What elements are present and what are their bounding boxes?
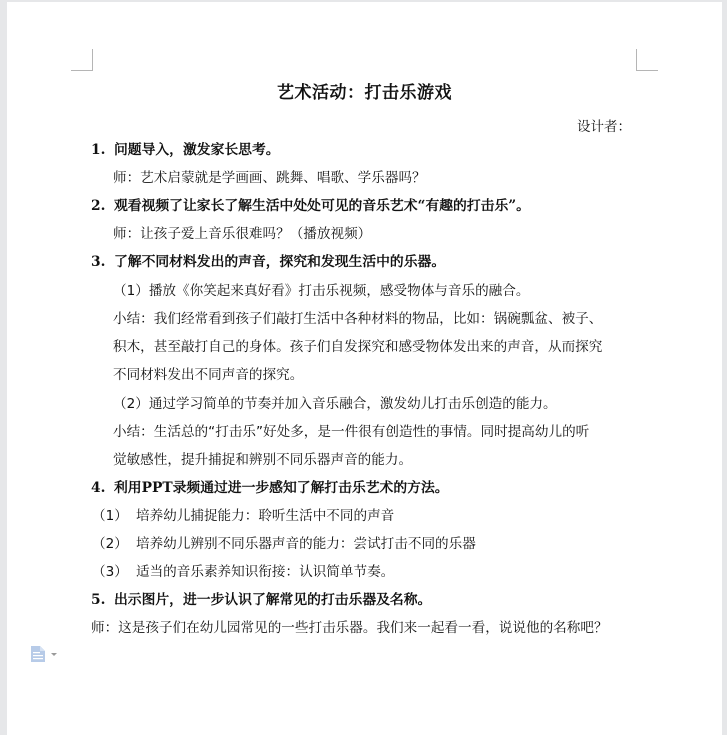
section-4-heading [91, 478, 449, 498]
paste-options-icon[interactable] [31, 646, 45, 662]
section-3-summary-2-line-2: 觉敏感性，提升捕捉和辨别不同乐器声音的能力。 [113, 452, 413, 468]
section-number: 2. [91, 198, 106, 214]
section-number: 3. [91, 254, 106, 270]
list-marker: （2） [92, 536, 128, 552]
section-5-line: 师：这是孩子们在幼儿园常见的一些打击乐器。我们来一起看一看，说说他的名称吧？ [91, 620, 608, 636]
section-2-line: 师：让孩子爱上音乐很难吗？（播放视频） [113, 226, 372, 242]
section-heading-text: 利用PPT录频通过进一步感知了解打击乐艺术的方法。 [114, 480, 449, 496]
section-4-item-1 [92, 506, 394, 526]
section-3-summary-1-line-2: 积木，甚至敲打自己的身体。孩子们自发探究和感受物体发出来的声音，从而探究 [113, 339, 603, 355]
document-page [7, 2, 722, 735]
paste-options-dropdown-caret-icon[interactable] [51, 653, 57, 656]
section-number: 5. [91, 592, 106, 608]
margin-corner-mark-top-left [71, 49, 93, 71]
list-item-text: 培养幼儿辨别不同乐器声音的能力：尝试打击不同的乐器 [136, 536, 476, 552]
section-4-item-2 [92, 534, 476, 554]
section-3-subitem-2: （2）通过学习简单的节奏并加入音乐融合，激发幼儿打击乐创造的能力。 [113, 396, 557, 412]
section-3-summary-1-line-3: 不同材料发出不同声音的探究。 [113, 367, 304, 383]
section-heading-text: 问题导入，激发家长思考。 [114, 142, 280, 158]
list-item-text: 培养幼儿捕捉能力：聆听生活中不同的声音 [136, 508, 395, 524]
document-title: 艺术活动：打击乐游戏 [277, 83, 452, 103]
section-3-subitem-1: （1）播放《你笑起来真好看》打击乐视频，感受物体与音乐的融合。 [113, 283, 530, 299]
list-item-text: 适当的音乐素养知识衔接：认识简单节奏。 [136, 564, 395, 580]
section-1-line: 师：艺术启蒙就是学画画、跳舞、唱歌、学乐器吗？ [113, 170, 426, 186]
section-1-heading [91, 140, 280, 160]
section-number: 4. [91, 480, 106, 496]
section-3-summary-1-line-1: 小结：我们经常看到孩子们敲打生活中各种材料的物品，比如：锅碗瓢盆、被子、 [113, 311, 603, 327]
section-number: 1. [91, 142, 106, 158]
margin-corner-mark-top-right [636, 49, 658, 71]
designer-label: 设计者： [577, 119, 631, 135]
section-4-item-3 [92, 562, 394, 582]
section-2-heading [91, 196, 530, 216]
section-5-heading [91, 590, 431, 610]
section-3-heading [91, 252, 445, 272]
section-heading-text: 观看视频了让家长了解生活中处处可见的音乐艺术“有趣的打击乐”。 [114, 198, 530, 214]
section-heading-text: 了解不同材料发出的声音，探究和发现生活中的乐器。 [114, 254, 446, 270]
section-heading-text: 出示图片，进一步认识了解常见的打击乐器及名称。 [114, 592, 432, 608]
list-marker: （3） [92, 564, 128, 580]
section-3-summary-2-line-1: 小结：生活总的“打击乐”好处多，是一件很有创造性的事情。同时提高幼儿的听 [113, 424, 590, 440]
list-marker: （1） [92, 508, 128, 524]
